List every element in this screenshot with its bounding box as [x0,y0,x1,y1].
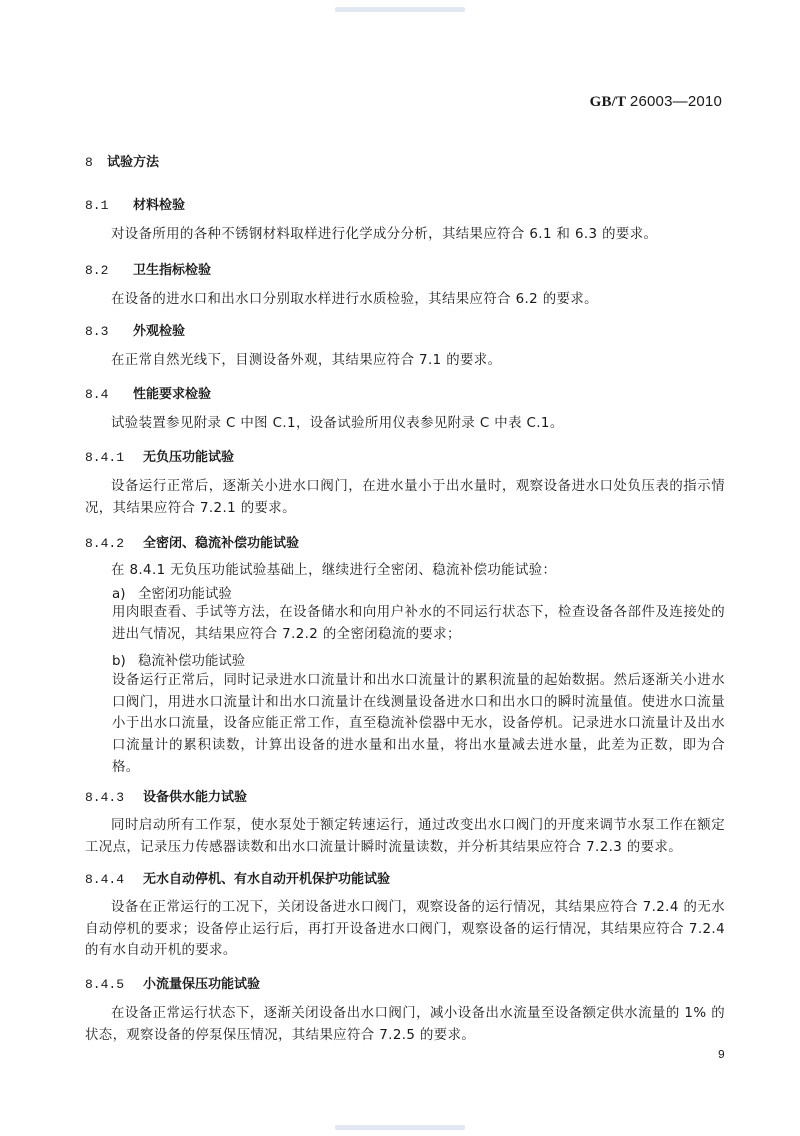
subsection-heading-8-1: 8.1 材料检验 [85,198,186,213]
paragraph-8-2: 在设备的进水口和出水口分别取水样进行水质检验，其结果应符合 6.2 的要求。 [111,292,598,307]
paragraph-8-1: 对设备所用的各种不锈钢材料取样进行化学成分分析，其结果应符合 6.1 和 6.3 的要求。 [111,227,658,242]
page-number: 9 [717,1048,725,1062]
watermark-top [0,3,800,17]
watermark-bottom [0,1121,800,1135]
subsection-heading-8-4-3: 8.4.3 设备供水能力试验 [85,790,248,805]
paragraph-8-4-4: 设备在正常运行的工况下，关闭设备进水口阀门，观察设备的运行情况，其结果应符合 7.2.4 的无水自动停机的要求；设备停止运行后，再打开设备进水口阀门，观察设备的运行情况，其结果应符合 7.2.4的有水自动开机的要求。 [85,900,725,959]
list-item-b-text: 设备运行正常后，同时记录进水口流量计和出水口流量计的累积流量的起始数据。然后逐渐关小进水口阀门，用进水口流量计和出水口流量计在线测量设备进水口和出水口的瞬时流量值。使进水口流量小于出水口流量，设备应能正常工作，直至稳流补偿器中无水，设备停机。记录进水口流量计及出水口流量计的累积读数，计算出设备的进水量和出水量，将出水量减去进水量，此差为正数，即为合格。 [112,673,725,775]
subsection-heading-8-4-1: 8.4.1 无负压功能试验 [85,450,235,465]
paragraph-8-3: 在正常自然光线下，目测设备外观，其结果应符合 7.1 的要求。 [111,353,502,368]
paragraph-8-4-5: 在设备正常运行状态下，逐渐关闭设备出水口阀门，减小设备出水流量至设备额定供水流量的 1% 的状态，观察设备的停泵保压情况，其结果应符合 7.2.5 的要求。 [85,1006,725,1043]
section-heading: 8 试验方法 [85,155,160,170]
paragraph-8-4-1: 设备运行正常后，逐渐关小进水口阀门，在进水量小于出水量时，观察设备进水口处负压表的指示情况，其结果应符合 7.2.1 的要求。 [85,479,725,516]
standard-code-number: 26003—2010 [629,93,722,110]
list-item-a: a) 全密闭功能试验 [112,587,232,602]
paragraph-8-4-2-intro: 在 8.4.1 无负压功能试验基础上，继续进行全密闭、稳流补偿功能试验： [111,563,557,578]
standard-code [590,93,722,111]
subsection-heading-8-4: 8.4 性能要求检验 [85,387,212,402]
list-item-b: b) 稳流补偿功能试验 [112,654,246,669]
subsection-heading-8-4-5: 8.4.5 小流量保压功能试验 [85,977,261,992]
subsection-heading-8-4-4: 8.4.4 无水自动停机、有水自动开机保护功能试验 [85,872,391,887]
paragraph-8-4: 试验装置参见附录 C 中图 C.1，设备试验所用仪表参见附录 C 中表 C.1。 [111,416,564,431]
standard-code-prefix: GB/T [589,94,626,110]
subsection-heading-8-4-2: 8.4.2 全密闭、稳流补偿功能试验 [85,536,300,551]
list-item-a-text: 用肉眼查看、手试等方法，在设备储水和向用户补水的不同运行状态下，检查设备各部件及连接处的进出气情况，其结果应符合 7.2.2 的全密闭稳流的要求； [112,605,725,642]
paragraph-8-4-3: 同时启动所有工作泵，使水泵处于额定转速运行，通过改变出水口阀门的开度来调节水泵工作在额定工况点，记录压力传感器读数和出水口流量计瞬时流量读数，并分析其结果应符合 7.2.3 的要求。 [85,818,725,855]
subsection-heading-8-2: 8.2 卫生指标检验 [85,263,212,278]
subsection-heading-8-3: 8.3 外观检验 [85,324,186,339]
